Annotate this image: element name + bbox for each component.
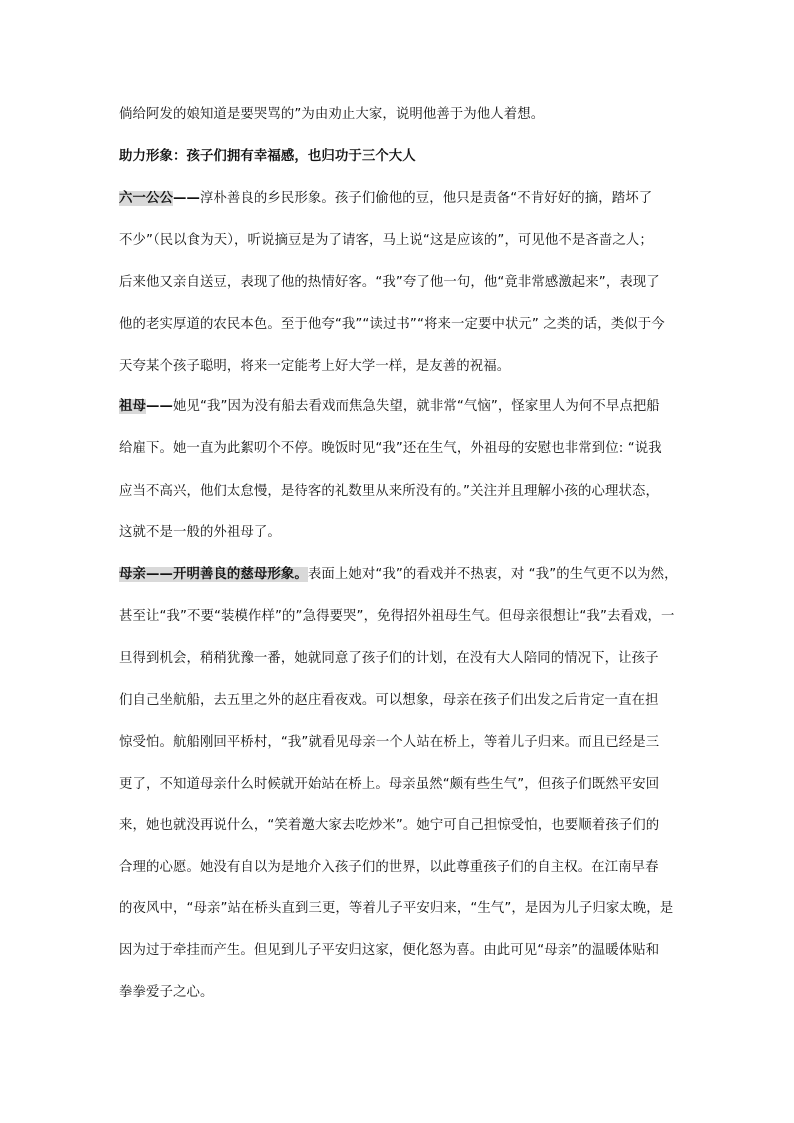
paragraph-line [119,231,689,251]
character-description-highlight: ——开明善良的慈母形象。 [145,567,308,582]
line-text: 因为过于牵挂而产生。但见到儿子平安归这家，便化怒为喜。由此可见“母亲”的温暖体贴和 [119,943,660,958]
line-text: 们自己坐航船，去五里之外的赵庄看夜戏。可以想象，母亲在孩子们出发之后肯定一直在担 [119,693,659,708]
section-heading [119,147,689,167]
paragraph-line [119,858,689,878]
paragraph-line [119,983,689,1003]
line-text: 甚至让“我”不要“装模作样”的”急得要哭”，免得招外祖母生气。但母亲很想让“我”去看戏，一 [119,609,675,624]
line-text: 后来他又亲自送豆，表现了他的热情好客。“我”夸了他一句，他“竟非常感激起来”，表现了 [119,275,660,290]
paragraph-line [119,607,689,627]
character-name-highlight: 六一公公 [119,191,173,206]
paragraph-line [119,357,689,377]
line-text: 这就不是一般的外祖母了。 [119,525,281,540]
paragraph-line [119,941,689,961]
line-text: 他的老实厚道的农民本色。至于他夸“我”“读过书”“将来一定要中状元” 之类的话，类似于今 [119,317,665,332]
line-text: 的夜风中，“母亲”站在桥头直到三更，等着儿子平安归来，“生气”，是因为儿子归家太晚，是 [119,901,674,916]
line-text: 天夸某个孩子聪明，将来一定能考上好大学一样，是友善的祝福。 [119,359,511,374]
paragraph-line [119,189,689,209]
paragraph-line [119,523,689,543]
paragraph-line [119,816,689,836]
paragraph-line [119,649,689,669]
paragraph-line [119,482,689,502]
line-text: 她见“我”因为没有船去看戏而焦急失望，就非常“气恼”，怪家里人为何不早点把船 [172,399,660,414]
paragraph-line [119,315,689,335]
paragraph-line [119,439,689,459]
character-name-highlight: 母亲 [119,567,146,582]
character-name-highlight: 祖母 [119,399,146,414]
line-text: 旦得到机会，稍稍犹豫一番，她就同意了孩子们的计划，在没有大人陪同的情况下，让孩子 [119,651,659,666]
paragraph-line [119,775,689,795]
line-text: 更了，不知道母亲什么时候就开始站在桥上。母亲虽然“颇有些生气”，但孩子们既然平安回 [119,777,660,792]
paragraph-line [119,273,689,293]
paragraph-line [119,105,689,125]
line-text: 给雇下。她一直为此絮叨个不停。晚饭时见“我”还在生气，外祖母的安慰也非常到位: “说我 [119,441,662,456]
paragraph-line [119,899,689,919]
dash-separator: —— [172,191,200,206]
line-text: 拳拳爱子之心。 [119,985,214,1000]
line-text: 表面上她对“我”的看戏并不热衷，对 “我”的生气更不以为然， [307,567,678,582]
paragraph-line [119,397,689,417]
paragraph-line [119,691,689,711]
paragraph-line [119,733,689,753]
line-text: 淳朴善良的乡民形象。孩子们偷他的豆，他只是责备“不肯好好的摘，踏坏了 [199,191,653,206]
line-text: 合理的心愿。她没有自以为是地介入孩子们的世界，以此尊重孩子们的自主权。在江南早春 [119,860,659,875]
line-text: 惊受怕。航船刚回平桥村，“我”就看见母亲一个人站在桥上，等着儿子归来。而且已经是三 [119,735,660,750]
line-text: 应当不高兴，他们太怠慢，是待客的礼数里从来所没有的。”关注并且理解小孩的心理状态， [119,484,659,499]
paragraph-line [119,565,689,585]
line-text: 倘给阿发的娘知道是要哭骂的”为由劝止大家，说明他善于为他人着想。 [119,107,545,122]
heading-text: 助力形象：孩子们拥有幸福感，也归功于三个大人 [119,149,416,164]
line-text: 来，她也就没再说什么，“笑着邀大家去吃炒米”。她宁可自己担惊受怕，也要顺着孩子们的 [119,818,660,833]
line-text: 不少”（民以食为天），听说摘豆是为了请客，马上说“这是应该的”，可见他不是吝啬之人； [119,233,653,248]
dash-separator: —— [145,399,173,414]
